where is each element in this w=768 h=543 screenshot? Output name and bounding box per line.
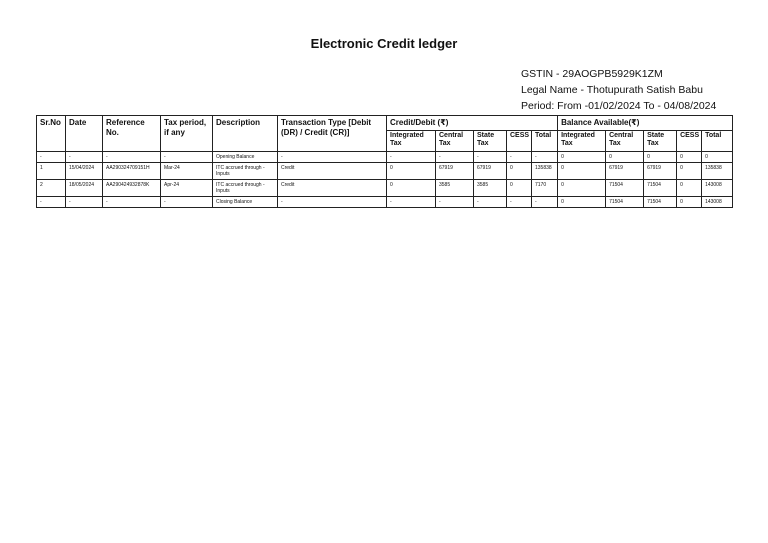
table-cell: Apr-24 [161, 180, 213, 197]
table-cell: ITC accrued through - Inputs [213, 163, 278, 180]
table-cell: 0 [507, 180, 532, 197]
table-cell: - [278, 197, 387, 208]
table-cell: 143008 [702, 197, 733, 208]
header-balance: Balance Available(₹) [558, 116, 733, 131]
table-cell: 0 [387, 163, 436, 180]
table-cell: - [474, 197, 507, 208]
header-reference: Reference No. [103, 116, 161, 152]
table-cell: 0 [644, 152, 677, 163]
ledger-body [37, 152, 733, 208]
table-cell: - [37, 197, 66, 208]
sub-header-cell: CESS [507, 131, 532, 152]
table-cell: 1 [37, 163, 66, 180]
table-cell: 0 [507, 163, 532, 180]
table-cell: Credit [278, 163, 387, 180]
table-cell: AA290324709151H [103, 163, 161, 180]
header-transaction-type: Transaction Type [Debit (DR) / Credit (CR)] [278, 116, 387, 152]
table-cell: ITC accrued through - Inputs [213, 180, 278, 197]
gstin-line: GSTIN - 29AOGPB5929K1ZM [521, 68, 663, 80]
sub-header-cell: CESS [677, 131, 702, 152]
table-row [37, 163, 733, 180]
table-cell: 71504 [644, 197, 677, 208]
table-cell: 0 [558, 152, 606, 163]
table-row [37, 152, 733, 163]
table-cell: - [436, 197, 474, 208]
sub-header-cell: State Tax [474, 131, 507, 152]
header-description: Description [213, 116, 278, 152]
table-cell: - [161, 152, 213, 163]
table-cell: 2 [37, 180, 66, 197]
table-cell: 0 [387, 180, 436, 197]
sub-header-cell: Central Tax [436, 131, 474, 152]
table-cell: 71504 [644, 180, 677, 197]
document-title: Electronic Credit ledger [310, 36, 458, 51]
table-cell: - [532, 197, 558, 208]
table-cell: Mar-24 [161, 163, 213, 180]
header-date: Date [66, 116, 103, 152]
table-cell: - [66, 197, 103, 208]
table-cell: Credit [278, 180, 387, 197]
table-cell: 135838 [702, 163, 733, 180]
table-cell: 135838 [532, 163, 558, 180]
table-cell: 0 [558, 180, 606, 197]
table-cell: - [103, 197, 161, 208]
table-cell: 67919 [644, 163, 677, 180]
table-cell: - [436, 152, 474, 163]
header-tax-period: Tax period, if any [161, 116, 213, 152]
table-cell: - [37, 152, 66, 163]
table-cell: 71504 [606, 197, 644, 208]
table-cell: 7170 [532, 180, 558, 197]
header-sr-no: Sr.No [37, 116, 66, 152]
sub-header-cell: Total [532, 131, 558, 152]
table-cell: 71504 [606, 180, 644, 197]
table-cell: 0 [677, 152, 702, 163]
table-cell: 0 [677, 163, 702, 180]
table-cell: 3585 [436, 180, 474, 197]
table-cell: 3585 [474, 180, 507, 197]
table-cell: 0 [677, 197, 702, 208]
table-cell: - [387, 152, 436, 163]
sub-header-cell: State Tax [644, 131, 677, 152]
table-cell: 18/05/2024 [66, 180, 103, 197]
table-cell: - [387, 197, 436, 208]
credit-ledger-table [36, 115, 733, 208]
table-cell: AA290424932878K [103, 180, 161, 197]
ledger-meta [521, 66, 716, 114]
table-cell: - [66, 152, 103, 163]
table-cell: Closing Balance [213, 197, 278, 208]
table-cell: - [103, 152, 161, 163]
table-cell: 0 [606, 152, 644, 163]
table-cell: 0 [702, 152, 733, 163]
table-cell: 0 [677, 180, 702, 197]
table-cell: - [507, 152, 532, 163]
sub-header-cell: Integrated Tax [558, 131, 606, 152]
table-cell: 0 [558, 163, 606, 180]
sub-header-cell: Integrated Tax [387, 131, 436, 152]
table-cell: 0 [558, 197, 606, 208]
table-row [37, 180, 733, 197]
table-cell: 143008 [702, 180, 733, 197]
table-cell: 67919 [606, 163, 644, 180]
header-credit-debit: Credit/Debit (₹) [387, 116, 558, 131]
sub-header-cell: Total [702, 131, 733, 152]
table-cell: 67919 [474, 163, 507, 180]
period-line: Period: From -01/02/2024 To - 04/08/2024 [521, 100, 717, 112]
sub-header-cell: Central Tax [606, 131, 644, 152]
table-cell: 15/04/2024 [66, 163, 103, 180]
table-cell: - [507, 197, 532, 208]
header-row [37, 116, 733, 131]
table-cell: - [532, 152, 558, 163]
table-cell: - [278, 152, 387, 163]
table-cell: 67919 [436, 163, 474, 180]
table-cell: - [161, 197, 213, 208]
table-row [37, 197, 733, 208]
table-cell: - [474, 152, 507, 163]
legal-name-line: Legal Name - Thotupurath Satish Babu [521, 84, 703, 96]
table-cell: Opening Balance [213, 152, 278, 163]
